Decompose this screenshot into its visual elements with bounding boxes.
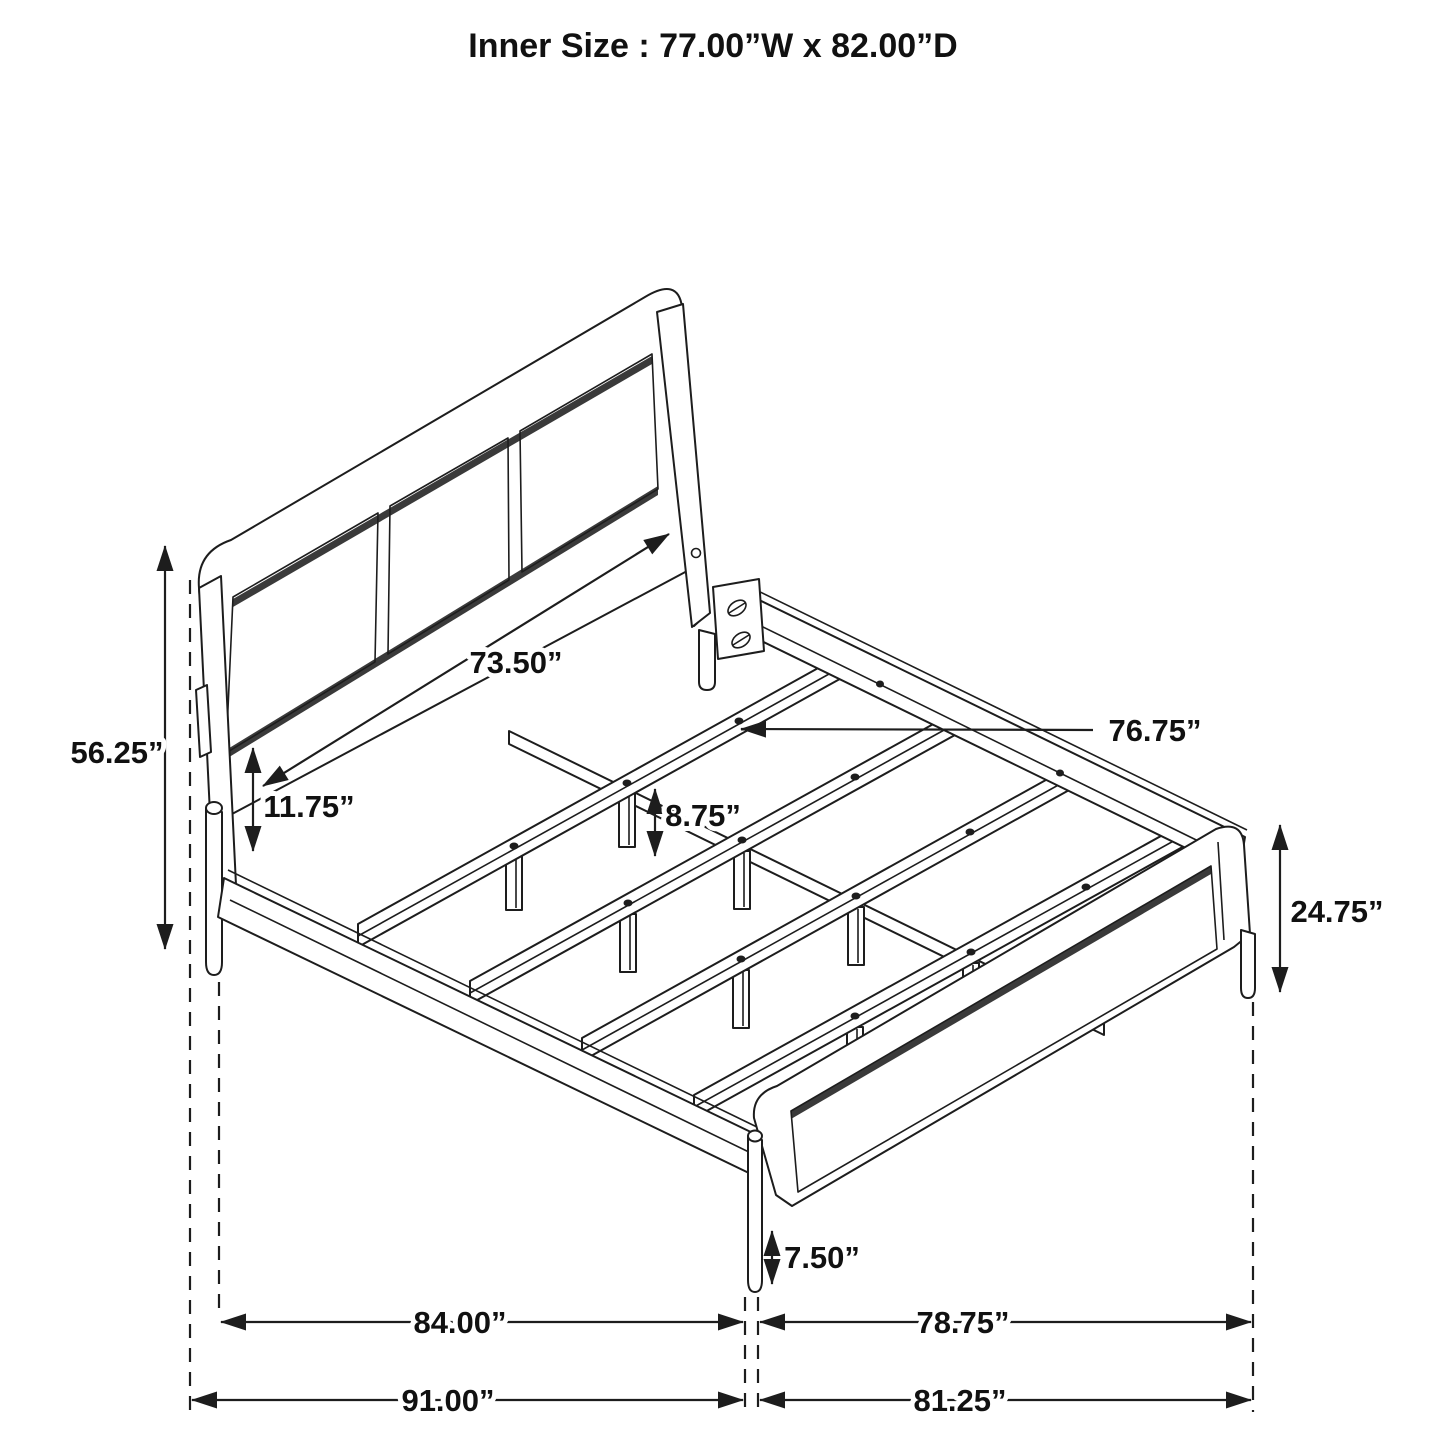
support-leg (733, 970, 749, 1028)
dim-label-footboard-clearance: 7.50” (784, 1240, 860, 1275)
dim-footboard-height (1280, 825, 1384, 992)
dim-overall-length (192, 1383, 743, 1418)
headboard-right-leg (699, 630, 715, 690)
dim-footboard-clearance (772, 1231, 860, 1284)
support-leg (620, 914, 636, 972)
footboard-frame (754, 827, 1250, 1206)
footboard-left-leg (748, 1136, 762, 1292)
dim-label-panel-to-rail: 11.75” (263, 789, 355, 824)
headboard-left-leg-top (206, 802, 222, 814)
dim-leg-span-length (221, 1305, 743, 1340)
dim-leg-span-width (760, 1305, 1251, 1340)
dim-overall-width (760, 1383, 1251, 1418)
dim-headboard-height (70, 546, 165, 949)
footboard-right-leg (1241, 930, 1255, 998)
slats (358, 652, 1197, 1118)
dim-label-headboard-width: 73.50” (469, 645, 563, 680)
dim-label-slat-length: 76.75” (1108, 713, 1202, 748)
dim-label-footboard-height: 24.75” (1290, 894, 1384, 929)
dim-label-leg-span-length: 84.00” (413, 1305, 507, 1340)
dim-label-leg-span-width: 78.75” (916, 1305, 1010, 1340)
dim-label-overall-width: 81.25” (913, 1383, 1007, 1418)
dim-label-support-leg-height: 8.75” (665, 798, 741, 833)
support-leg (734, 851, 750, 909)
dim-label-overall-length: 91.00” (401, 1383, 495, 1418)
dim-label-headboard-height: 56.25” (70, 735, 164, 770)
rail-bracket (713, 579, 764, 659)
left-side-rail (218, 870, 759, 1174)
page-title: Inner Size : 77.00”W x 82.00”D (468, 27, 958, 65)
support-leg (848, 907, 864, 965)
headboard-left-leg (206, 808, 222, 975)
